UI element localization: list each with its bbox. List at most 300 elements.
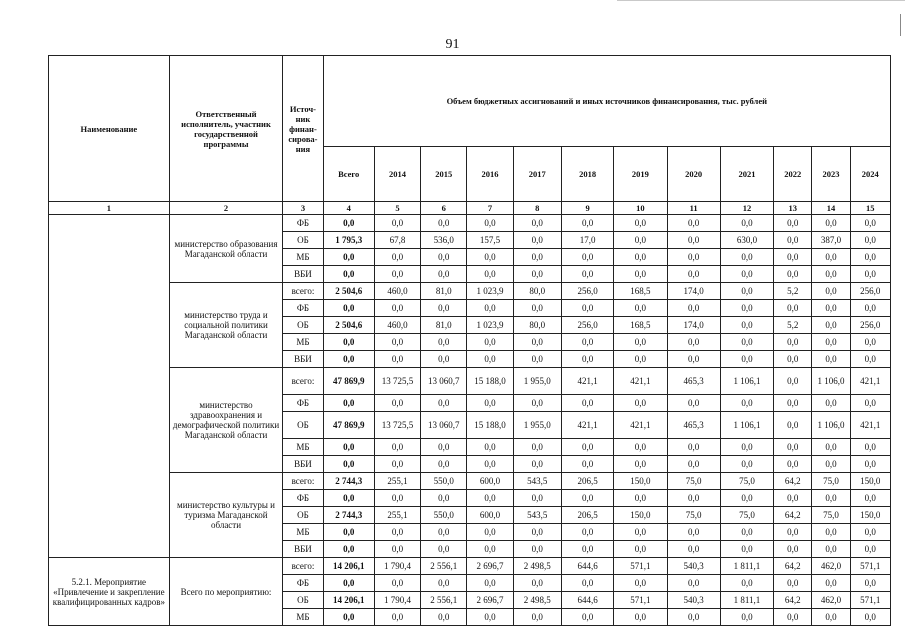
total-cell: 0,0 — [323, 456, 374, 473]
year-value-cell: 0,0 — [850, 249, 890, 266]
year-value-cell: 0,0 — [513, 609, 561, 626]
year-value-cell: 0,0 — [467, 524, 513, 541]
year-value-cell: 0,0 — [720, 456, 773, 473]
year-value-cell: 67,8 — [374, 232, 420, 249]
page-number: 91 — [445, 37, 460, 52]
year-value-cell: 571,1 — [850, 558, 890, 575]
year-value-cell: 0,0 — [667, 524, 720, 541]
year-value-cell: 0,0 — [774, 524, 812, 541]
year-value-cell: 421,1 — [561, 412, 613, 439]
year-value-cell: 256,0 — [561, 283, 613, 300]
total-cell: 2 504,6 — [323, 317, 374, 334]
year-value-cell: 0,0 — [421, 395, 467, 412]
header-year: 2019 — [614, 147, 667, 202]
year-value-cell: 0,0 — [614, 524, 667, 541]
year-value-cell: 0,0 — [614, 334, 667, 351]
year-value-cell: 0,0 — [421, 609, 467, 626]
year-value-cell: 0,0 — [850, 490, 890, 507]
year-value-cell: 80,0 — [513, 317, 561, 334]
year-value-cell: 536,0 — [421, 232, 467, 249]
year-value-cell: 0,0 — [614, 215, 667, 232]
header-total: Всего — [323, 147, 374, 202]
year-value-cell: 0,0 — [720, 575, 773, 592]
year-value-cell: 0,0 — [614, 266, 667, 283]
year-value-cell: 0,0 — [467, 609, 513, 626]
year-value-cell: 75,0 — [667, 507, 720, 524]
table-row — [49, 473, 891, 490]
year-value-cell: 387,0 — [812, 232, 850, 249]
year-value-cell: 0,0 — [667, 300, 720, 317]
year-value-cell: 0,0 — [812, 439, 850, 456]
year-value-cell: 0,0 — [720, 334, 773, 351]
year-value-cell: 0,0 — [561, 490, 613, 507]
year-value-cell: 0,0 — [467, 334, 513, 351]
year-value-cell: 2 556,1 — [421, 592, 467, 609]
year-value-cell: 1 106,0 — [812, 368, 850, 395]
source-cell: всего: — [283, 368, 323, 395]
year-value-cell: 600,0 — [467, 473, 513, 490]
total-cell: 14 206,1 — [323, 558, 374, 575]
total-cell: 1 795,3 — [323, 232, 374, 249]
total-cell: 2 744,3 — [323, 507, 374, 524]
header-executor: Ответственный исполнитель, участник государственной программы — [169, 56, 283, 202]
year-value-cell: 0,0 — [614, 490, 667, 507]
year-value-cell: 75,0 — [720, 507, 773, 524]
total-cell: 47 869,9 — [323, 412, 374, 439]
total-cell: 0,0 — [323, 266, 374, 283]
year-value-cell: 550,0 — [421, 473, 467, 490]
source-cell: ОБ — [283, 507, 323, 524]
year-value-cell: 0,0 — [850, 609, 890, 626]
year-value-cell: 1 811,1 — [720, 592, 773, 609]
year-value-cell: 0,0 — [774, 456, 812, 473]
year-value-cell: 0,0 — [720, 300, 773, 317]
header-year: 2020 — [667, 147, 720, 202]
year-value-cell: 0,0 — [720, 490, 773, 507]
year-value-cell: 255,1 — [374, 473, 420, 490]
year-value-cell: 0,0 — [421, 215, 467, 232]
year-value-cell: 0,0 — [421, 300, 467, 317]
total-cell: 0,0 — [323, 334, 374, 351]
year-value-cell: 0,0 — [850, 266, 890, 283]
source-cell: ВБИ — [283, 266, 323, 283]
year-value-cell: 0,0 — [850, 439, 890, 456]
year-value-cell: 0,0 — [720, 249, 773, 266]
year-value-cell: 150,0 — [850, 473, 890, 490]
total-cell: 0,0 — [323, 439, 374, 456]
year-value-cell: 1 955,0 — [513, 412, 561, 439]
header-year: 2017 — [513, 147, 561, 202]
year-value-cell: 0,0 — [421, 524, 467, 541]
year-value-cell: 550,0 — [421, 507, 467, 524]
year-value-cell: 0,0 — [614, 395, 667, 412]
year-value-cell: 0,0 — [421, 351, 467, 368]
year-value-cell: 0,0 — [667, 215, 720, 232]
year-value-cell: 0,0 — [850, 575, 890, 592]
year-value-cell: 462,0 — [812, 592, 850, 609]
year-value-cell: 0,0 — [374, 524, 420, 541]
year-value-cell: 255,1 — [374, 507, 420, 524]
column-number: 6 — [421, 202, 467, 215]
year-value-cell: 0,0 — [774, 368, 812, 395]
column-number: 10 — [614, 202, 667, 215]
year-value-cell: 644,6 — [561, 592, 613, 609]
year-value-cell: 421,1 — [614, 412, 667, 439]
scan-edge-line — [617, 0, 905, 1]
column-number: 5 — [374, 202, 420, 215]
header-source: Источ-ник финан-сирова-ния — [283, 56, 323, 202]
year-value-cell: 0,0 — [774, 412, 812, 439]
year-value-cell: 0,0 — [774, 541, 812, 558]
header-year: 2022 — [774, 147, 812, 202]
year-value-cell: 0,0 — [513, 439, 561, 456]
year-value-cell: 0,0 — [374, 609, 420, 626]
total-cell: 0,0 — [323, 609, 374, 626]
source-cell: всего: — [283, 473, 323, 490]
year-value-cell: 0,0 — [850, 334, 890, 351]
year-value-cell: 0,0 — [774, 334, 812, 351]
year-value-cell: 1 106,0 — [812, 412, 850, 439]
year-value-cell: 0,0 — [774, 300, 812, 317]
year-value-cell: 0,0 — [720, 351, 773, 368]
source-cell: ФБ — [283, 395, 323, 412]
name-cell-empty — [49, 215, 170, 558]
year-value-cell: 0,0 — [850, 456, 890, 473]
year-value-cell: 0,0 — [513, 456, 561, 473]
year-value-cell: 0,0 — [467, 490, 513, 507]
year-value-cell: 0,0 — [467, 215, 513, 232]
year-value-cell: 0,0 — [720, 524, 773, 541]
total-cell: 0,0 — [323, 395, 374, 412]
year-value-cell: 0,0 — [774, 439, 812, 456]
year-value-cell: 0,0 — [774, 575, 812, 592]
year-value-cell: 0,0 — [812, 524, 850, 541]
executor-cell: Всего по мероприятию: — [169, 558, 283, 626]
year-value-cell: 0,0 — [667, 266, 720, 283]
year-value-cell: 0,0 — [774, 266, 812, 283]
year-value-cell: 0,0 — [561, 439, 613, 456]
column-number: 3 — [283, 202, 323, 215]
year-value-cell: 540,3 — [667, 558, 720, 575]
total-cell: 2 744,3 — [323, 473, 374, 490]
year-value-cell: 1 955,0 — [513, 368, 561, 395]
year-value-cell: 0,0 — [812, 395, 850, 412]
year-value-cell: 0,0 — [614, 300, 667, 317]
year-value-cell: 0,0 — [561, 575, 613, 592]
year-value-cell: 0,0 — [812, 300, 850, 317]
year-value-cell: 15 188,0 — [467, 368, 513, 395]
total-cell: 0,0 — [323, 351, 374, 368]
year-value-cell: 465,3 — [667, 368, 720, 395]
year-value-cell: 0,0 — [614, 249, 667, 266]
year-value-cell: 0,0 — [614, 541, 667, 558]
year-value-cell: 0,0 — [614, 351, 667, 368]
year-value-cell: 0,0 — [720, 215, 773, 232]
year-value-cell: 0,0 — [720, 395, 773, 412]
total-cell: 0,0 — [323, 300, 374, 317]
total-cell: 0,0 — [323, 249, 374, 266]
year-value-cell: 0,0 — [812, 490, 850, 507]
total-cell: 0,0 — [323, 575, 374, 592]
year-value-cell: 0,0 — [513, 300, 561, 317]
year-value-cell: 0,0 — [667, 541, 720, 558]
year-value-cell: 0,0 — [812, 334, 850, 351]
source-cell: ОБ — [283, 317, 323, 334]
table-row — [49, 558, 891, 575]
year-value-cell: 0,0 — [513, 334, 561, 351]
year-value-cell: 0,0 — [850, 215, 890, 232]
year-value-cell: 17,0 — [561, 232, 613, 249]
year-value-cell: 0,0 — [774, 609, 812, 626]
year-value-cell: 0,0 — [614, 609, 667, 626]
year-value-cell: 80,0 — [513, 283, 561, 300]
year-value-cell: 0,0 — [850, 232, 890, 249]
column-number: 4 — [323, 202, 374, 215]
source-cell: всего: — [283, 283, 323, 300]
year-value-cell: 206,5 — [561, 473, 613, 490]
year-value-cell: 0,0 — [374, 215, 420, 232]
year-value-cell: 64,2 — [774, 592, 812, 609]
year-value-cell: 0,0 — [513, 524, 561, 541]
year-value-cell: 644,6 — [561, 558, 613, 575]
source-cell: МБ — [283, 609, 323, 626]
year-value-cell: 0,0 — [850, 524, 890, 541]
year-value-cell: 0,0 — [467, 266, 513, 283]
source-cell: ФБ — [283, 300, 323, 317]
year-value-cell: 0,0 — [561, 334, 613, 351]
year-value-cell: 0,0 — [421, 541, 467, 558]
column-number: 7 — [467, 202, 513, 215]
year-value-cell: 0,0 — [667, 490, 720, 507]
year-value-cell: 421,1 — [614, 368, 667, 395]
year-value-cell: 2 498,5 — [513, 592, 561, 609]
year-value-cell: 600,0 — [467, 507, 513, 524]
year-value-cell: 0,0 — [850, 300, 890, 317]
year-value-cell: 0,0 — [513, 541, 561, 558]
year-value-cell: 0,0 — [561, 395, 613, 412]
year-value-cell: 0,0 — [467, 439, 513, 456]
year-value-cell: 81,0 — [421, 317, 467, 334]
financing-table — [48, 55, 891, 626]
year-value-cell: 0,0 — [774, 395, 812, 412]
year-value-cell: 81,0 — [421, 283, 467, 300]
executor-cell: министерство образования Магаданской области — [169, 215, 283, 283]
column-number: 14 — [812, 202, 850, 215]
year-value-cell: 1 106,1 — [720, 368, 773, 395]
year-value-cell: 256,0 — [850, 283, 890, 300]
source-cell: ОБ — [283, 592, 323, 609]
year-value-cell: 64,2 — [774, 507, 812, 524]
year-value-cell: 0,0 — [614, 575, 667, 592]
header-year: 2023 — [812, 147, 850, 202]
year-value-cell: 460,0 — [374, 317, 420, 334]
header-year: 2015 — [421, 147, 467, 202]
year-value-cell: 0,0 — [467, 456, 513, 473]
year-value-cell: 1 811,1 — [720, 558, 773, 575]
header-volume: Объем бюджетных ассигнований и иных источников финансирования, тыс. рублей — [323, 56, 890, 147]
total-cell: 47 869,9 — [323, 368, 374, 395]
total-cell: 0,0 — [323, 541, 374, 558]
year-value-cell: 0,0 — [561, 524, 613, 541]
year-value-cell: 2 696,7 — [467, 558, 513, 575]
year-value-cell: 5,2 — [774, 317, 812, 334]
year-value-cell: 0,0 — [812, 609, 850, 626]
year-value-cell: 5,2 — [774, 283, 812, 300]
year-value-cell: 0,0 — [774, 249, 812, 266]
year-value-cell: 75,0 — [667, 473, 720, 490]
year-value-cell: 157,5 — [467, 232, 513, 249]
year-value-cell: 543,5 — [513, 473, 561, 490]
year-value-cell: 0,0 — [614, 456, 667, 473]
header-year: 2016 — [467, 147, 513, 202]
year-value-cell: 75,0 — [812, 507, 850, 524]
year-value-cell: 64,2 — [774, 558, 812, 575]
column-number: 1 — [49, 202, 170, 215]
year-value-cell: 0,0 — [720, 317, 773, 334]
year-value-cell: 0,0 — [513, 575, 561, 592]
source-cell: ОБ — [283, 232, 323, 249]
year-value-cell: 543,5 — [513, 507, 561, 524]
year-value-cell: 421,1 — [850, 412, 890, 439]
year-value-cell: 0,0 — [561, 266, 613, 283]
year-value-cell: 421,1 — [561, 368, 613, 395]
year-value-cell: 0,0 — [374, 541, 420, 558]
column-number: 2 — [169, 202, 283, 215]
year-value-cell: 0,0 — [374, 351, 420, 368]
year-value-cell: 0,0 — [812, 456, 850, 473]
year-value-cell: 0,0 — [513, 490, 561, 507]
year-value-cell: 0,0 — [561, 351, 613, 368]
source-cell: ФБ — [283, 490, 323, 507]
year-value-cell: 0,0 — [667, 334, 720, 351]
year-value-cell: 0,0 — [812, 266, 850, 283]
year-value-cell: 15 188,0 — [467, 412, 513, 439]
year-value-cell: 0,0 — [667, 575, 720, 592]
year-value-cell: 0,0 — [513, 351, 561, 368]
executor-cell: министерство здравоохранения и демографической политики Магаданской области — [169, 368, 283, 473]
year-value-cell: 0,0 — [513, 395, 561, 412]
table-row — [49, 215, 891, 232]
column-number: 12 — [720, 202, 773, 215]
year-value-cell: 0,0 — [467, 575, 513, 592]
year-value-cell: 0,0 — [614, 439, 667, 456]
year-value-cell: 2 696,7 — [467, 592, 513, 609]
header-year: 2018 — [561, 147, 613, 202]
executor-cell: министерство культуры и туризма Магаданской области — [169, 473, 283, 558]
year-value-cell: 0,0 — [513, 215, 561, 232]
year-value-cell: 0,0 — [850, 395, 890, 412]
year-value-cell: 540,3 — [667, 592, 720, 609]
year-value-cell: 0,0 — [374, 300, 420, 317]
year-value-cell: 2 556,1 — [421, 558, 467, 575]
year-value-cell: 0,0 — [812, 541, 850, 558]
year-value-cell: 0,0 — [467, 395, 513, 412]
source-cell: ВБИ — [283, 541, 323, 558]
year-value-cell: 0,0 — [667, 439, 720, 456]
year-value-cell: 0,0 — [812, 351, 850, 368]
year-value-cell: 13 060,7 — [421, 368, 467, 395]
year-value-cell: 150,0 — [614, 507, 667, 524]
year-value-cell: 0,0 — [513, 249, 561, 266]
source-cell: ФБ — [283, 575, 323, 592]
source-cell: МБ — [283, 249, 323, 266]
year-value-cell: 0,0 — [667, 456, 720, 473]
activity-name: 5.2.1. Мероприятие «Привлечение и закрепление квалифицированных кадров» — [49, 558, 170, 626]
year-value-cell: 0,0 — [374, 249, 420, 266]
year-value-cell: 0,0 — [374, 334, 420, 351]
year-value-cell: 0,0 — [774, 351, 812, 368]
year-value-cell: 0,0 — [374, 395, 420, 412]
executor-cell: министерство труда и социальной политики Магаданской области — [169, 283, 283, 368]
year-value-cell: 1 023,9 — [467, 317, 513, 334]
source-cell: ВБИ — [283, 351, 323, 368]
year-value-cell: 0,0 — [850, 351, 890, 368]
total-cell: 0,0 — [323, 524, 374, 541]
column-number: 11 — [667, 202, 720, 215]
header-name: Наименование — [49, 56, 170, 202]
year-value-cell: 1 023,9 — [467, 283, 513, 300]
year-value-cell: 0,0 — [667, 351, 720, 368]
year-value-cell: 571,1 — [614, 592, 667, 609]
year-value-cell: 1 106,1 — [720, 412, 773, 439]
year-value-cell: 0,0 — [561, 609, 613, 626]
year-value-cell: 0,0 — [812, 249, 850, 266]
year-value-cell: 0,0 — [561, 456, 613, 473]
year-value-cell: 64,2 — [774, 473, 812, 490]
year-value-cell: 0,0 — [812, 283, 850, 300]
year-value-cell: 0,0 — [561, 215, 613, 232]
column-number: 8 — [513, 202, 561, 215]
header-year: 2024 — [850, 147, 890, 202]
year-value-cell: 0,0 — [667, 232, 720, 249]
scan-edge-mark — [900, 14, 901, 36]
year-value-cell: 168,5 — [614, 283, 667, 300]
year-value-cell: 0,0 — [720, 266, 773, 283]
year-value-cell: 0,0 — [561, 249, 613, 266]
table-row — [49, 368, 891, 395]
year-value-cell: 1 790,4 — [374, 592, 420, 609]
year-value-cell: 0,0 — [421, 439, 467, 456]
year-value-cell: 0,0 — [467, 249, 513, 266]
year-value-cell: 0,0 — [561, 300, 613, 317]
year-value-cell: 0,0 — [374, 439, 420, 456]
year-value-cell: 0,0 — [421, 490, 467, 507]
year-value-cell: 0,0 — [774, 215, 812, 232]
table-row — [49, 283, 891, 300]
year-value-cell: 465,3 — [667, 412, 720, 439]
year-value-cell: 75,0 — [720, 473, 773, 490]
year-value-cell: 0,0 — [667, 249, 720, 266]
year-value-cell: 0,0 — [374, 490, 420, 507]
source-cell: МБ — [283, 524, 323, 541]
column-number: 9 — [561, 202, 613, 215]
year-value-cell: 460,0 — [374, 283, 420, 300]
year-value-cell: 0,0 — [720, 609, 773, 626]
year-value-cell: 0,0 — [374, 575, 420, 592]
source-cell: всего: — [283, 558, 323, 575]
year-value-cell: 0,0 — [421, 249, 467, 266]
year-value-cell: 1 790,4 — [374, 558, 420, 575]
year-value-cell: 0,0 — [614, 232, 667, 249]
year-value-cell: 0,0 — [774, 232, 812, 249]
year-value-cell: 0,0 — [720, 439, 773, 456]
year-value-cell: 0,0 — [467, 351, 513, 368]
year-value-cell: 0,0 — [720, 283, 773, 300]
year-value-cell: 421,1 — [850, 368, 890, 395]
year-value-cell: 0,0 — [812, 575, 850, 592]
year-value-cell: 571,1 — [614, 558, 667, 575]
year-value-cell: 13 725,5 — [374, 412, 420, 439]
